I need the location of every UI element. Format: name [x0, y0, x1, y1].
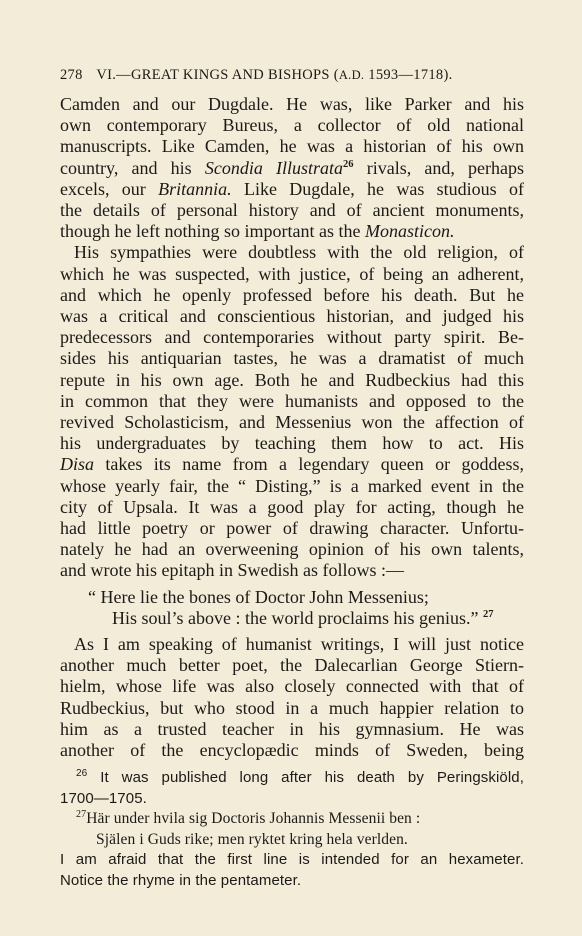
footnote-note-line: Notice the rhyme in the pentameter. — [60, 871, 302, 889]
verse-line: “ Here lie the bones of Doctor John Messenius; — [88, 586, 429, 607]
footnote-ref-27[interactable]: 27 — [482, 608, 494, 620]
text-line: his undergraduates by teaching them how to act. His — [60, 433, 524, 454]
text-line: nately he had an overweening opinion of his own talents, — [60, 539, 524, 560]
paragraph-2 — [60, 242, 524, 581]
footnote-mark-26: 26 — [76, 768, 88, 780]
footnote-26-line — [60, 768, 524, 789]
text-line: another much better poet, the Dalecarlian George Stiern- — [60, 655, 524, 676]
text-run: takes its name from a legendary queen or goddess, — [94, 454, 524, 475]
date-open: ( — [333, 67, 339, 83]
text-run: Like Dugdale, he was studious of — [231, 178, 524, 199]
running-header — [60, 64, 524, 86]
page-number: 278 — [60, 67, 83, 83]
text-line: another of the encyclopædic minds of Sweden, being — [60, 740, 524, 761]
paragraph-3 — [60, 634, 524, 761]
text-line — [60, 179, 524, 200]
text-line — [60, 158, 524, 179]
text-line: whose yearly fair, the “ Disting,” is a marked event in the — [60, 475, 524, 496]
text-line: and which he openly professed before his death. But he — [60, 284, 524, 305]
footnote-26-line: 1700—1705. — [60, 789, 147, 807]
text-line: and wrote his epitaph in Swedish as follows :— — [60, 560, 404, 581]
footnote-27-line: Själen i Guds rike; men ryktet kring hela verlden. — [96, 830, 408, 848]
running-title: VI.—GREAT KINGS AND BISHOPS — [96, 67, 330, 83]
text-run: Här under hvila sig Doctoris Johannis Messenii ben : — [86, 810, 421, 828]
text-run: rivals, and, perhaps — [353, 157, 525, 178]
date-range: 1593—1718). — [368, 67, 453, 83]
play-title-disa: Disa — [60, 454, 95, 475]
text-line: His sympathies were doubtless with the old religion, of — [74, 242, 524, 263]
book-title-monasticon: Monasticon. — [364, 221, 455, 242]
book-title-scondia: Scondia Illustrata — [204, 157, 344, 178]
text-line: manuscripts. Like Camden, he was a historian of his own — [60, 136, 524, 157]
text-line: him as a trusted teacher in his gymnasium. He was — [60, 718, 524, 739]
text-run: excels, our — [60, 178, 159, 199]
text-line — [60, 221, 524, 242]
text-run: His soul’s above : the world proclaims his genius.” — [112, 607, 479, 628]
footnote-27-line — [60, 809, 524, 830]
footnote-ref-26[interactable]: 26 — [343, 158, 354, 170]
main-text — [60, 94, 524, 761]
text-line: was a critical and conscientious historian, and judged his — [60, 306, 524, 327]
text-line — [60, 454, 524, 475]
footnotes — [60, 768, 524, 891]
text-line: own contemporary Bureus, a collector of old national — [60, 115, 524, 136]
text-run: It was published long after his death by Peringskiöld, — [100, 769, 524, 787]
text-line: As I am speaking of humanist writings, I will just notice — [74, 634, 524, 655]
text-line: the details of personal history and of ancient monuments, — [60, 200, 524, 221]
date-era: A.D. — [338, 68, 365, 82]
text-line: sides his antiquarian tastes, he was a dramatist of much — [60, 348, 524, 369]
text-run: country, and his — [60, 157, 205, 178]
text-line: had little poetry or power of drawing character. Unfortu- — [60, 518, 524, 539]
footnote-mark-27: 27 — [76, 809, 87, 821]
text-line: revived Scholasticism, and Messenius won the affection of — [60, 412, 524, 433]
book-page — [60, 64, 524, 891]
text-run: though he left nothing so important as the — [60, 221, 365, 242]
verse-line — [60, 608, 524, 629]
text-line: repute in his own age. Both he and Rudbeckius had this — [60, 369, 524, 390]
paragraph-1 — [60, 94, 524, 242]
book-title-britannia: Britannia. — [158, 178, 232, 199]
text-line: Camden and our Dugdale. He was, like Parker and his — [60, 94, 524, 114]
text-line: Rudbeckius, but who stood in a much happier relation to — [60, 697, 524, 718]
text-line: predecessors and contemporaries without party spirit. Be- — [60, 327, 524, 348]
text-line: hielm, whose life was also closely connected with that of — [60, 676, 524, 697]
footnote-note-line: I am afraid that the first line is intended for an hexameter. — [60, 851, 524, 869]
text-line: city of Upsala. It was a good play for acting, though he — [60, 496, 524, 517]
text-line: which he was suspected, with justice, of being an adherent, — [60, 263, 524, 284]
text-line: in common that they were humanists and opposed to the — [60, 390, 524, 411]
epitaph-verse — [60, 587, 524, 629]
